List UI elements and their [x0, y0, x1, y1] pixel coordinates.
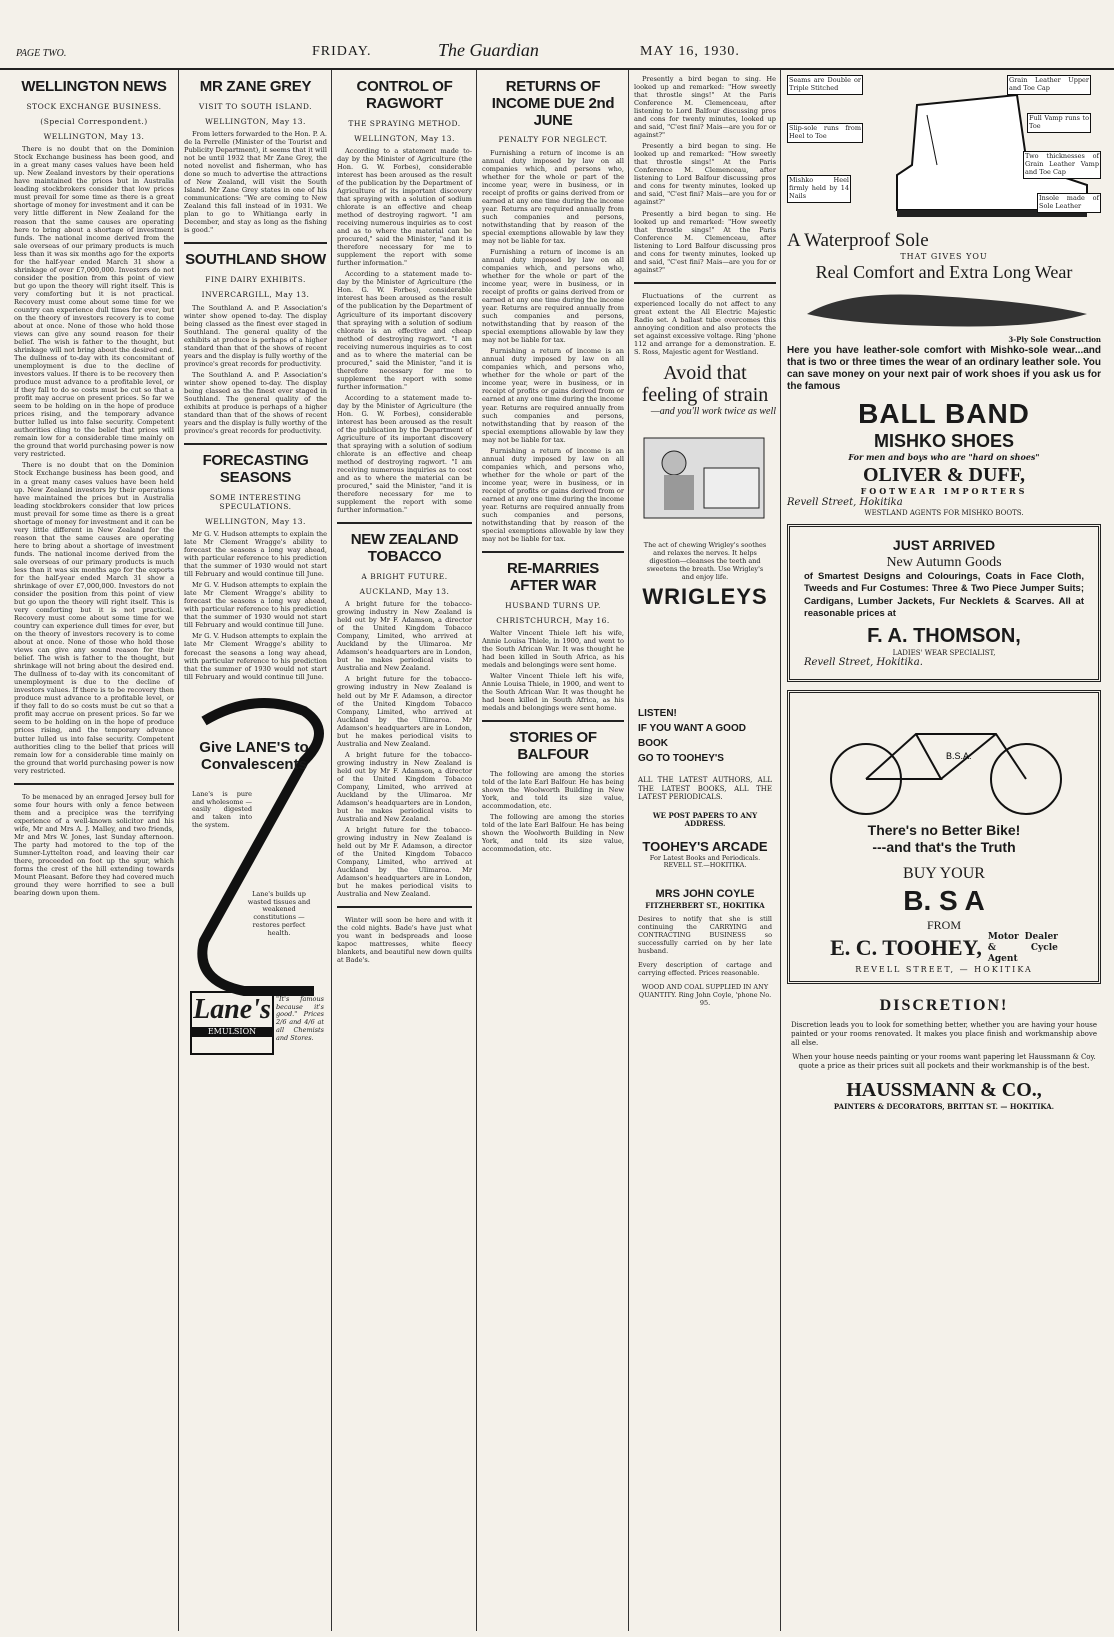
dealer-line — [796, 932, 1092, 965]
ad-headline: Real Comfort and Extra Long Wear — [815, 261, 1073, 282]
thomson-ad — [787, 524, 1101, 683]
headline: STORIES OF BALFOUR — [509, 729, 597, 764]
shop-address: Revell Street, Hokitika — [787, 496, 903, 508]
headline: CONTROL OF RAGWORT — [356, 78, 453, 112]
ad-sub: 3-Ply Sole Construction — [1008, 335, 1101, 345]
dateline: WELLINGTON, May 13. — [205, 516, 306, 526]
article-body: From letters forwarded to the Hon. P. A. de la Perrelle (Minister of the Tourist and Publicity Department), it seems that it will not be until 1932 that Mr Zane Grey, the noted novelist and fisherman, who has done so much to advertise the attractions of New Zealand, will visit the South Island. Mr Zane Grey states in one of his communications: "We are coming to New Zealand this fall instead of in 1931. We plan to go to Whitianga early in December, and stay as long as the fishing is good." — [184, 130, 327, 235]
bsa-ad — [787, 690, 1101, 984]
column-ragwort — [333, 75, 476, 1629]
article-body: The following are among the stories told of the late Earl Balfour. He has being shown the Woolworth Building in New York, and told its size value, accommodation, etc. — [482, 769, 624, 810]
divider — [634, 282, 776, 284]
article-body: Presently a bird began to sing. He looked up and remarked: "How sweetly that throstle sings!" At the Paris Conference M. Clemenceau, after listening to Lord Balfour discussing pros and cons for twenty minutes, looked up and said, "C'est fini? Mais—are you for or against?" — [634, 75, 776, 140]
column-income-returns — [478, 75, 628, 1629]
paper-title: The Guardian — [438, 40, 539, 60]
ad-text: Lane's builds up wasted tissues and weakened constitutions — restores perfect health. — [247, 889, 311, 938]
ad-headline: GO TO TOOHEY'S — [638, 753, 724, 764]
ad-text: WE POST PAPERS TO ANY ADDRESS. — [652, 810, 758, 829]
ad-text: Lane's is pure and wholesome — easily digested and taken into the system. — [192, 789, 252, 830]
subheading: HUSBAND TURNS UP. — [505, 600, 601, 610]
article-body: A bright future for the tobacco-growing industry in New Zealand is held out by Mr F. Adamson, a director of the United Kingdom Tobacco Company, Limited, who arrived at Auckland by the Ulimaroa. Mr Adamson's headquarters are in London, but he makes periodical visits to Australia and New Zealand. — [337, 675, 472, 748]
column-rule — [628, 70, 629, 1631]
divider — [14, 783, 174, 785]
radio-notice: Fluctuations of the current as experienced locally do not affect to any great extent the All Electric Majestic Radio set. A ballast tube overcomes this annoying condition and also protects the set against excessive voltage. Ring 'phone 112 and arrange for a demonstration. E. S. Ross, Majestic agent for Westland. — [634, 291, 776, 356]
ad-sub: FROM — [926, 917, 961, 932]
shop-agents: WESTLAND AGENTS FOR MISHKO BOOTS. — [864, 509, 1024, 518]
subheading: THE SPRAYING METHOD. — [348, 118, 461, 128]
shop-name: OLIVER & DUFF, — [862, 463, 1026, 486]
callout-label: Seams are Double or Triple Stitched — [787, 75, 863, 95]
article-body: A bright future for the tobacco-growing industry in New Zealand is held out by Mr F. Adamson, a director of the United Kingdom Tobacco Company, Limited, who arrived at Auckland by the Ulimaroa. Mr Adamson's headquarters are in London, but he makes periodical visits to Australia and New Zealand. — [337, 826, 472, 899]
shop-address: Revell Street, Hokitika. — [804, 657, 923, 669]
article-body: Mr G. V. Hudson attempts to explain the late Mr Clement Wragge's ability to forecast the seasons a long way ahead, with particular reference to his prediction that the summer of 1930 would not start till February and would continue till June. — [184, 581, 327, 630]
subheading: SOME INTERESTING SPECULATIONS. — [209, 492, 302, 511]
dateline: WELLINGTON, May 13. — [205, 116, 306, 126]
divider — [337, 522, 472, 524]
ad-sub: New Autumn Goods — [886, 554, 1002, 570]
mishko-shoe-diagram — [787, 75, 1101, 225]
callout-label: Slip-sole runs from Heel to Toe — [787, 123, 863, 143]
divider — [184, 242, 327, 244]
ad-text: Every description of cartage and carrying effected. Prices reasonable. — [638, 960, 772, 977]
headline: FORECASTING SEASONS — [202, 452, 309, 486]
article-body: Furnishing a return of income is an annual duty imposed by law on all companies which, and persons who, whether for the whole or part of the income year, were in business, or in receipt of profits or gains derived from or earned at any one time during the income year. Returns are required annually from such companies and persons, notwithstanding that by reason of the special exemptions allowable by law they may not be liable for tax. — [482, 148, 624, 245]
article-body: Walter Vincent Thiele left his wife, Annie Louisa Thiele, in 1900, and went to the South African War. It was thought he had been killed in South Africa, as his medals and belongings were sent home. — [482, 672, 624, 713]
headline: MR ZANE GREY — [199, 78, 312, 95]
dealer-name: E. C. TOOHEY, — [830, 935, 982, 961]
ad-text: The act of chewing Wrigley's soothes and relaxes the nerves. It helps digestion—cleanses the teeth and sweetens the breath. Use Wrigley's and enjoy life. — [643, 541, 767, 581]
shop-sub: FOOTWEAR IMPORTERS — [860, 486, 1028, 497]
headline: NEW ZEALAND TOBACCO — [350, 531, 459, 566]
ad-headline: There's no Better Bike! — [867, 821, 1021, 838]
ad-headline: ---and that's the Truth — [872, 838, 1016, 855]
bsa-frame-label: B.S.A. — [946, 751, 972, 762]
callout-label: Two thicknesses of Grain Leather Vamp and Toe Cap — [1023, 151, 1101, 179]
article-body: Presently a bird began to sing. He looked up and remarked: "How sweetly that throstle sings!" At the Paris Conference M. Clemenceau, after listening to Lord Balfour discussing pros and cons for twenty minutes, looked up and said, "C'est fini? Mais—are you for or against?" — [634, 142, 776, 207]
ad-text: ALL THE LATEST AUTHORS, ALL THE LATEST BOOKS, ALL THE LATEST PERIODICALS. — [638, 776, 772, 802]
column-advertisements — [783, 75, 1105, 1629]
article-body: Mr G. V. Hudson attempts to explain the late Mr Clement Wragge's ability to forecast the seasons a long way ahead, with particular reference to his prediction that the summer of 1930 would not start till February and would continue till June. — [184, 632, 327, 681]
page-number: PAGE TWO. — [16, 48, 67, 59]
ad-text: When your house needs painting or your rooms want papering let Haussmann & Coy. quote a price as their prices suit all pockets and their workmanship is of the best. — [792, 1053, 1096, 1070]
article-body: To be menaced by an enraged Jersey bull for some four hours with only a fence between them and a precipice was the terrifying experience of a well-known solicitor and his wife, Mr and Mrs A. J. Malley, and two friends, Mr and Mrs W. Jones, last Sunday afternoon. The party had motored to the top of the Sumner-Lyttelton road, and leaving their car there, proceeded on foot up the spur, which forms the crest of the hill extending towards Mount Pleasant. Before they had covered much ground they were horrified to see a bull bearing down upon them. — [14, 792, 174, 898]
article-body: Mr G. V. Hudson attempts to explain the late Mr Clement Wragge's ability to forecast the seasons a long way ahead, with particular reference to his prediction that the summer of 1930 would not start till February and would continue till June. — [184, 530, 327, 579]
article-body: According to a statement made to-day by the Minister of Agriculture (the Hon. G. W. Forbes), considerable interest has been aroused as the result of the publication by the Department of Agriculture of its important discovery that spraying with a solution of sodium chlorate is an effective and cheap method of destroying ragwort. "I am receiving numerous inquiries as to cost and as to where the material can be procured," said the Minister, "and it is therefore necessary for me to supplement the report with some further information." — [337, 146, 472, 268]
callout-label: Insole made of Sole Leather — [1037, 193, 1101, 213]
article-body: A bright future for the tobacco-growing industry in New Zealand is held out by Mr F. Adamson, a director of the United Kingdom Tobacco Company, Limited, who arrived at Auckland by the Ulimaroa. Mr Adamson's headquarters are in London, but he makes periodical visits to Australia and New Zealand. — [337, 750, 472, 823]
ad-text: of Smartest Designs and Colourings, Coats in Face Cloth, Tweeds and Fur Costumes: Three & Two Piece Jumper Suits; Cardigans, Lumber Jackets, Fur Necklets & Scarves. All at reasonable prices at — [804, 570, 1084, 619]
sole-illustration — [787, 284, 1099, 334]
article-body: Walter Vincent Thiele left his wife, Annie Louisa Thiele, in 1900, and went to the South African War. It was thought he had been killed in South Africa, as his medals and belongings were sent home. — [482, 628, 624, 670]
article-body: A bright future for the tobacco-growing industry in New Zealand is held out by Mr F. Adamson, a director of the United Kingdom Tobacco Company, Limited, who arrived at Auckland by the Ulimaroa. Mr Adamson's headquarters are in London, but he makes periodical visits to Australia and New Zealand. — [337, 600, 472, 673]
column-rule — [780, 70, 781, 1631]
ad-text: Discretion leads you to look for something better, whether you are having your house painted or your rooms renovated. It makes you place finish and workmanship above all else. — [791, 1021, 1097, 1047]
headline: RE-MARRIES AFTER WAR — [506, 560, 599, 594]
ad-address: FITZHERBERT ST., HOKITIKA — [645, 900, 765, 910]
bicycle-illustration — [796, 699, 1092, 819]
column-rule — [331, 70, 332, 1631]
ad-text: WOOD AND COAL SUPPLIED IN ANY QUANTITY. Ring John Coyle, 'phone No. 95. — [638, 982, 772, 1007]
article-body: Presently a bird began to sing. He looked up and remarked: "How sweetly that throstle sings!" At the Paris Conference M. Clemenceau, after listening to Lord Balfour discussing pros and cons for twenty minutes, looked up and said, "C'est fini? Mais—are you for or against?" — [634, 209, 776, 274]
divider — [337, 906, 472, 908]
worker-illustration — [634, 418, 774, 538]
subheading: VISIT TO SOUTH ISLAND. — [198, 101, 313, 111]
article-body: The Southland A. and P. Association's winter show opened to-day. The display being classed as the finest ever staged in Southland. The general quality of the exhibits at produce is perhaps of a higher standard than that of the shows of recent years and the display is fully worthy of the province's great records for productivity. — [184, 370, 327, 436]
masthead — [0, 38, 1114, 70]
headline: WELLINGTON NEWS — [21, 78, 167, 95]
article-body: Furnishing a return of income is an annual duty imposed by law on all companies which, and persons who, whether for the whole or part of the income year, were in business, or in receipt of profits or gains derived from or earned at any one time during the income year. Returns are required annually from such companies and persons, notwithstanding that by reason of the special exemptions allowable by law they may not be liable for tax. — [482, 347, 624, 444]
column-five — [630, 75, 780, 1629]
dateline: AUCKLAND, May 13. — [359, 587, 450, 597]
ballband-logo: BALL BAND — [858, 397, 1030, 429]
ad-address: For Latest Books and Periodicals. REVELL ST.—HOKITIKA. — [649, 853, 761, 870]
ad-headline: IF YOU WANT A GOOD — [638, 723, 746, 734]
subheading: STOCK EXCHANGE BUSINESS. — [26, 101, 162, 111]
callout-label: Mishko Heel firmly held by 14 Nails — [787, 175, 851, 203]
ad-headline: BOOK — [638, 738, 668, 749]
shop-name: HAUSSMANN & CO., — [846, 1079, 1042, 1102]
ad-price-note: "It's famous because it's good." Prices 2/6 and 4/6 at all Chemists and Stores. — [276, 994, 324, 1043]
ad-headline: DISCRETION! — [879, 996, 1009, 1014]
ad-headline: A Waterproof Sole — [787, 230, 929, 251]
ad-sub: BUY YOUR — [903, 864, 985, 882]
subheading: PENALTY FOR NEGLECT. — [498, 135, 608, 145]
ad-tagline: For men and boys who are "hard on shoes" — [848, 452, 1040, 463]
article-body: Winter will soon be here and with it the cold nights. Bade's have just what you want in bedspreads and loose kapoc mattresses, white fleecy blankets, and beautiful new down quilts at Bade's. — [337, 916, 472, 965]
article-body: Furnishing a return of income is an annual duty imposed by law on all companies which, and persons who, whether for the whole or part of the income year, were in business, or in receipt of profits or gains derived from or earned at any one time during the income year. Returns are required annually from such companies and persons, notwithstanding that by reason of the special exemptions allowable by law they may not be liable for tax. — [482, 446, 624, 543]
ad-brand: MRS JOHN COYLE — [655, 888, 755, 901]
headline: SOUTHLAND SHOW — [185, 251, 326, 269]
article-body: There is no doubt that on the Dominion Stock Exchange business has been good, and in a great many cases values have been held up. New Zealand investors by their operations have maintained the prices but in Australia leading stockbrokers consider that low prices must prevail for some time as there is a great shortage of money for investment and it can be very little different in New Zealand for the reason that the same causes are operating here to bring about a shortage of investment funds. The national income derived from the sale overseas of our primary products is much less than it was six months ago for the exports for the half-year ended March 31 show a shrinkage of over £7,000,000. Investors do not consider the position from this point of view but go upon the theory will right itself. This is very comforting but it is not practical. Recovery must come about some time for we country can experience dull times for ever, but on the theory of investors recovery is to come about at once. None of those who hold those views can give any sound reason for their belief. The wish is father to the thought, but shrinkage will not bring about the desired end. The dullness of to-day with its concomitant of unemployment is due to the decline of investors values. If there is to be recovery then produce must advance to a profitable level, or if they fall to do so costs must be cut so that a profit may accrue on present prices. So far we seem to be holding on in the hope of produce prices rising, and the temporary advance butter lulled us into false security. Competent authorities cling to the belief that prices will remain low for a considerable time mainly on the ground that world purchasing power is now very restricted. — [14, 145, 174, 459]
article-body: The following are among the stories told of the late Earl Balfour. He has being shown the Woolworth Building in New York, and told its size value, accommodation, etc. — [482, 812, 624, 854]
shop-address: PAINTERS & DECORATORS, BRITTAN ST. — HOKITIKA. — [833, 1101, 1055, 1111]
article-body: Furnishing a return of income is an annual duty imposed by law on all companies which, and persons who, whether for the whole or part of the income year, were in business, or in receipt of profits or gains derived from or earned at any one time during the income year. Returns are required annually from such companies and persons, notwithstanding that by reason of the special exemptions allowable by law they may not be liable for tax. — [482, 247, 624, 345]
ad-headline: Avoid that feeling of strain — [641, 362, 769, 406]
ad-text: Desires to notify that she is still continuing the CARRYING and CONTRACTING BUSINESS so successfully carried on by her late husband. — [638, 915, 772, 955]
column-wellington-news — [10, 75, 178, 1629]
divider — [482, 551, 624, 553]
column-rule — [476, 70, 477, 1631]
ad-headline: Give LANE'S to Convalescents — [199, 738, 309, 773]
dealer-address: REVELL STREET, — HOKITIKA — [855, 965, 1033, 975]
wrigleys-brand: WRIGLEYS — [642, 583, 768, 609]
callout-label: Full Vamp runs to Toe — [1027, 113, 1091, 133]
article-body: The Southland A. and P. Association's winter show opened to-day. The display being classed as the finest ever staged in Southland. The general quality of the exhibits at produce is perhaps of a higher standard than that of the shows of recent years and the display is fully worthy of the province's great records for productivity. — [184, 303, 327, 368]
ad-tagline: —and you'll work twice as well — [650, 406, 776, 417]
column-rule — [178, 70, 179, 1631]
lanes-logo: Lane's EMULSION — [190, 991, 274, 1055]
dateline: WELLINGTON, May 13. — [43, 132, 145, 142]
ad-text: Here you have leather-sole comfort with Mishko-sole wear...and that is two or three times the wear of an ordinary leather sole. You can save money on your next pair of work shoes if you ask us for the famous — [787, 344, 1101, 392]
mishko-logo: MISHKO SHOES — [873, 431, 1015, 452]
article-body: According to a statement made to-day by the Minister of Agriculture (the Hon. G. W. Forbes), considerable interest has been aroused as the result of the publication by the Department of Agriculture of its important discovery that spraying with a solution of sodium chlorate is an effective and cheap method of destroying ragwort. "I am receiving numerous inquiries as to cost and as to where the material can be procured," said the Minister, "and it is therefore necessary for me to supplement the report with some further information." — [337, 393, 472, 515]
weekday: FRIDAY. — [312, 44, 372, 59]
divider — [482, 720, 624, 722]
headline: RETURNS OF INCOME DUE 2nd JUNE — [491, 78, 615, 129]
shop-sub: LADIES' WEAR SPECIALIST, — [892, 648, 996, 657]
byline: (Special Correspondent.) — [40, 116, 148, 126]
dateline: INVERCARGILL, May 13. — [201, 290, 310, 300]
article-body: According to a statement made to-day by the Minister of Agriculture (the Hon. G. W. Forbes), considerable interest has been aroused as the result of the publication by the Department of Agriculture of its important discovery that spraying with a solution of sodium chlorate is an effective and cheap method of destroying ragwort. "I am receiving numerous inquiries as to cost and as to where the material can be procured," said the Minister, "and it is therefore necessary for me to supplement the report with some further information." — [337, 270, 472, 391]
column-zane-grey — [180, 75, 331, 1629]
ad-brand: TOOHEY'S ARCADE — [642, 838, 768, 854]
issue-date: MAY 16, 1930. — [640, 44, 740, 59]
coyle-ad — [634, 884, 776, 1011]
bsa-brand: B. S A — [903, 884, 985, 916]
ad-headline: JUST ARRIVED — [892, 536, 996, 553]
tooheys-arcade-ad — [634, 700, 776, 876]
callout-label: Grain Leather Upper and Toe Cap — [1007, 75, 1091, 95]
subheading: A BRIGHT FUTURE. — [361, 571, 448, 581]
wrigleys-ad — [634, 362, 776, 692]
shop-name: F. A. THOMSON, — [867, 625, 1021, 648]
ad-headline: LISTEN! — [638, 708, 677, 719]
haussmann-ad — [787, 992, 1101, 1115]
ad-sub: THAT GIVES YOU — [900, 252, 988, 262]
lanes-emulsion-ad — [184, 691, 327, 1121]
dateline: WELLINGTON, May 13. — [354, 133, 455, 143]
dateline: CHRISTCHURCH, May 16. — [496, 615, 610, 625]
subheading: FINE DAIRY EXHIBITS. — [205, 275, 306, 285]
article-body: There is no doubt that on the Dominion Stock Exchange business has been good, and in a great many cases values have been held up. New Zealand investors by their operations have maintained the prices but in Australia leading stockbrokers consider that low prices must prevail for some time as there is a great shortage of money for investment and it can be very little different in New Zealand for the reason that the same causes are operating here to bring about a shortage of investment funds. The national income derived from the sale overseas of our primary products is much less than it was six months ago for the exports for the half-year ended March 31 show a shrinkage of over £7,000,000. Investors do not consider the position from this point of view but go upon the theory will right itself. This is very comforting but it is not practical. Recovery must come about some time for we country can experience dull times for ever, but on the theory of investors recovery is to come about at once. None of those who hold those views can give any sound reason for their belief. The wish is father to the thought, but shrinkage will not bring about the desired end. The dullness of to-day with its concomitant of unemployment is due to the decline of investors values. If there is to be recovery then produce must advance to a profitable level, or if they fall to do so costs must be cut so that a profit may accrue on present prices. So far we seem to be holding on in the hope of produce prices rising, and the temporary advance butter lulled us into false security. Competent authorities cling to the belief that prices will remain low for a considerable time mainly on the ground that world purchasing power is now very restricted. — [14, 461, 174, 775]
dealer-role: Motor Dealer & Cycle Agent — [987, 932, 1058, 965]
divider — [184, 443, 327, 445]
